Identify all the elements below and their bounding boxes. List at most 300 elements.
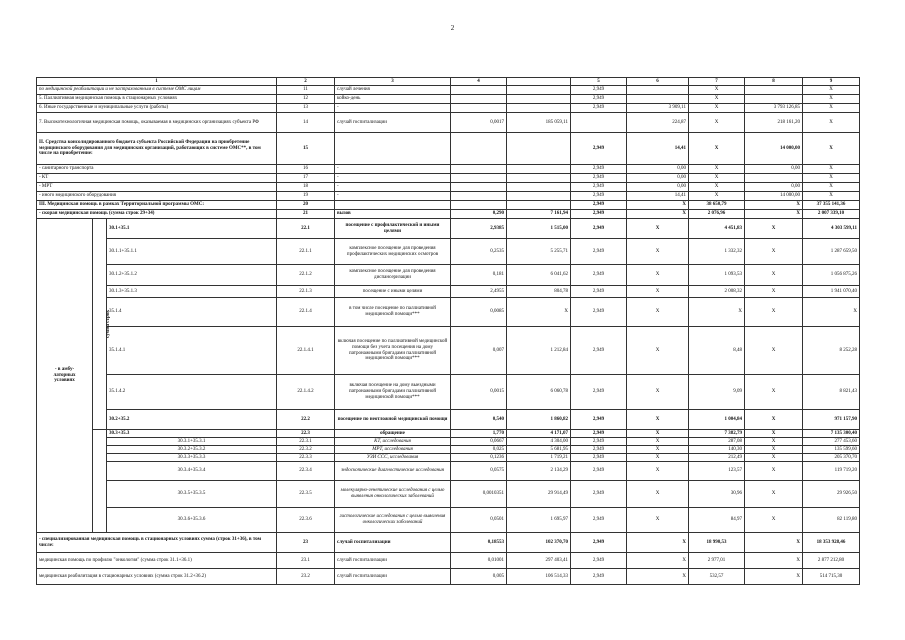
table-cell xyxy=(507,86,571,95)
table-cell xyxy=(451,95,507,104)
table-cell: X xyxy=(745,327,803,375)
table-cell: 29 914,49 xyxy=(507,481,571,508)
table-cell: 205 370,70 xyxy=(803,454,860,462)
row-code: 30.1.1+35.1.1 xyxy=(107,239,277,265)
table-cell: 0,007 xyxy=(451,327,507,375)
table-cell: 2,949 xyxy=(571,95,627,104)
table-cell: 18 353 928,46 xyxy=(803,533,860,553)
table-row xyxy=(37,375,860,410)
table-cell xyxy=(451,174,507,183)
vertical-label-text: сумма строк xyxy=(106,309,112,339)
table-cell: 22.3.3 xyxy=(277,454,335,462)
table-cell: X xyxy=(627,327,689,375)
row-code: 30.2+35.2 xyxy=(107,410,277,430)
row-label: III. Медицинская помощь в рамках Территориальной программы ОМС: xyxy=(37,201,277,210)
table-cell: 22.2 xyxy=(277,410,335,430)
column-number: 6 xyxy=(627,78,689,86)
table-cell: 2,949 xyxy=(571,375,627,410)
unit-label: эндоскопические диагностические исследования xyxy=(335,462,451,481)
row-label: II. Средства консолидированного бюджета субъекта Российской Федерации на приобретение медицинского оборудования для медицинских организаций, работающих в системе ОМС**, в том числе на приобретение: xyxy=(37,133,277,165)
unit-label: включая посещение по паллиативной медицинской помощи без учета посещения на дому патронажными бригадами паллиативной медицинской помощи*** xyxy=(335,327,451,375)
table-cell: 7 135 300,40 xyxy=(803,430,860,438)
table-cell: X xyxy=(689,104,745,113)
table-cell: 6 041,62 xyxy=(507,265,571,286)
table-cell xyxy=(507,165,571,174)
table-cell: 0,0010351 xyxy=(451,481,507,508)
table-cell: 2 007 339,10 xyxy=(803,210,860,219)
table-cell: 30,96 xyxy=(689,481,745,508)
table-cell: X xyxy=(745,533,803,553)
table-cell: 135 599,60 xyxy=(803,446,860,454)
table-cell: 9,09 xyxy=(689,375,745,410)
table-cell xyxy=(451,165,507,174)
table-cell: 22.1.2 xyxy=(277,265,335,286)
unit-label: в том числе посещение по паллиативной медицинской помощи*** xyxy=(335,298,451,327)
table-cell: 224,87 xyxy=(627,113,689,133)
unit-label: МРТ, исследования xyxy=(335,446,451,454)
table-cell: X xyxy=(745,265,803,286)
table-cell: 84,97 xyxy=(689,508,745,533)
table-cell: X xyxy=(627,481,689,508)
table-cell: 0,00 xyxy=(627,165,689,174)
table-row xyxy=(37,210,860,219)
table-cell: 1 004,84 xyxy=(689,410,745,430)
table-cell: 1 212,84 xyxy=(507,327,571,375)
table-row xyxy=(37,183,860,192)
column-number-row xyxy=(37,78,860,86)
table-cell: 1 719,21 xyxy=(507,454,571,462)
table-cell: 4 304,00 xyxy=(507,438,571,446)
row-code: 35.1.4.2 xyxy=(107,375,277,410)
row-label: - иного медицинского оборудования xyxy=(37,192,277,201)
table-cell xyxy=(745,174,803,183)
table-cell: X xyxy=(803,113,860,133)
table-cell: X xyxy=(745,375,803,410)
table-row xyxy=(37,174,860,183)
table-cell: 14 xyxy=(277,113,335,133)
table-cell: X xyxy=(745,239,803,265)
table-cell: случай госпитализации xyxy=(335,113,451,133)
table-row xyxy=(37,104,860,113)
table-cell: X xyxy=(627,298,689,327)
row-label: - специализированная медицинская помощь в стационарных условиях сумма (строк 31+36), в том числе: xyxy=(37,533,277,553)
table-cell: 22.1.1 xyxy=(277,239,335,265)
table-row xyxy=(37,533,860,553)
row-code: 35.1.4.1 xyxy=(107,327,277,375)
table-cell xyxy=(507,95,571,104)
table-cell: 22.1.4.1 xyxy=(277,327,335,375)
table-cell: 2,4955 xyxy=(451,286,507,298)
table-cell: X xyxy=(627,286,689,298)
table-cell xyxy=(451,183,507,192)
table-cell: 0,0667 xyxy=(451,438,507,446)
table-cell: 804,78 xyxy=(507,286,571,298)
table-cell: 185 059,11 xyxy=(507,113,571,133)
table-cell: - xyxy=(335,174,451,183)
table-cell: 1 860,82 xyxy=(507,410,571,430)
table-cell: X xyxy=(627,430,689,438)
table-cell: 2,949 xyxy=(571,430,627,438)
table-cell: 22.3 xyxy=(277,430,335,438)
table-cell: 0,025 xyxy=(451,446,507,454)
table-cell xyxy=(451,133,507,165)
table-row xyxy=(37,481,860,508)
table-cell: 5 255,71 xyxy=(507,239,571,265)
table-row xyxy=(37,192,860,201)
table-row xyxy=(37,298,860,327)
row-label: 7. Высокотехнологичная медицинская помощь, оказываемая в медицинских организациях субъекта РФ xyxy=(37,113,277,133)
row-label: - скорая медицинская помощь (сумма строк 29+34) xyxy=(37,210,277,219)
row-code: 35.1.4 xyxy=(107,298,277,327)
table-cell: случай госпитализации xyxy=(335,569,451,585)
table-row xyxy=(37,446,860,454)
table-cell: 218 161,20 xyxy=(745,113,803,133)
table-cell: X xyxy=(803,192,860,201)
row-code: 30.3.2+35.3.2 xyxy=(107,446,277,454)
table-cell: 2,949 xyxy=(571,286,627,298)
table-cell: 19 xyxy=(277,192,335,201)
table-cell: 1 332,32 xyxy=(689,239,745,265)
unit-label: обращение xyxy=(335,430,451,438)
table-cell: 8,48 xyxy=(689,327,745,375)
unit-label: УЗИ ССС, исследования xyxy=(335,454,451,462)
table-cell: X xyxy=(627,446,689,454)
table-cell: 23.1 xyxy=(277,553,335,569)
table-cell: 140,30 xyxy=(689,446,745,454)
table-cell: 0,0015 xyxy=(451,375,507,410)
table-cell: 287,08 xyxy=(689,438,745,446)
table-cell xyxy=(507,104,571,113)
table-cell: 971 157,90 xyxy=(803,410,860,430)
table-cell: X xyxy=(627,438,689,446)
table-row xyxy=(37,133,860,165)
table-cell: 2,949 xyxy=(571,410,627,430)
table-row xyxy=(37,508,860,533)
table-cell: X xyxy=(803,165,860,174)
table-cell: 22.3.6 xyxy=(277,508,335,533)
row-label: - КТ xyxy=(37,174,277,183)
table-cell: X xyxy=(689,113,745,133)
table-cell: X xyxy=(745,508,803,533)
table-cell: 0,00 xyxy=(745,165,803,174)
table-cell: 0,0085 xyxy=(451,298,507,327)
table-cell: X xyxy=(689,133,745,165)
row-code: 30.1.2+35.1.2 xyxy=(107,265,277,286)
table-cell: 0,00 xyxy=(745,183,803,192)
column-number xyxy=(507,78,571,86)
table-cell: - xyxy=(335,183,451,192)
table-cell: 1 093,53 xyxy=(689,265,745,286)
table-row xyxy=(37,265,860,286)
row-code: 30.1.3+35.1.3 xyxy=(107,286,277,298)
table-cell xyxy=(507,183,571,192)
table-row xyxy=(37,165,860,174)
unit-label: посещение с профилактической и иными целями xyxy=(335,219,451,239)
table-cell: 38 650,79 xyxy=(689,201,745,210)
table-cell: X xyxy=(745,438,803,446)
table-cell: 12 xyxy=(277,95,335,104)
row-code: 30.3.6+35.3.6 xyxy=(107,508,277,533)
table-cell: 2,949 xyxy=(571,210,627,219)
table-cell: 2,949 xyxy=(571,201,627,210)
table-cell: X xyxy=(745,430,803,438)
table-cell: X xyxy=(627,508,689,533)
table-row xyxy=(37,327,860,375)
unit-label: посещение с иными целями xyxy=(335,286,451,298)
table-cell: 1,770 xyxy=(451,430,507,438)
unit-label: посещение по неотложной медицинской помощи xyxy=(335,410,451,430)
table-cell: 1 695,97 xyxy=(507,508,571,533)
table-cell: 22.3.2 xyxy=(277,446,335,454)
table-cell: 2,949 xyxy=(571,327,627,375)
column-number: 5 xyxy=(571,78,627,86)
table-cell xyxy=(451,192,507,201)
table-cell: 2,949 xyxy=(571,569,627,585)
group-vertical-label xyxy=(93,219,112,430)
table-cell: 2 877 212,80 xyxy=(803,553,860,569)
column-number: 7 xyxy=(689,78,745,86)
unit-label: комплексное посещение для проведения профилактических медицинских осмотров xyxy=(335,239,451,265)
table-cell: 0,0501 xyxy=(451,508,507,533)
table-cell: 5 681,95 xyxy=(507,446,571,454)
unit-label: включая посещение на дому выездными патронажными бригадами паллиативной медицинской помощи*** xyxy=(335,375,451,410)
row-label: 5. Паллиативная медицинская помощь в стационарных условиях xyxy=(37,95,277,104)
table-cell: 82 119,80 xyxy=(803,508,860,533)
table-cell: 297 403,41 xyxy=(507,553,571,569)
table-cell: - xyxy=(335,104,451,113)
row-code: 30.1+35.1 xyxy=(107,219,277,239)
table-cell: 2 008,32 xyxy=(689,286,745,298)
table-cell: 0,0575 xyxy=(451,462,507,481)
table-cell: 23 xyxy=(277,533,335,553)
table-cell: 18 990,53 xyxy=(689,533,745,553)
table-cell: 2,949 xyxy=(571,533,627,553)
table-cell: 2,949 xyxy=(571,239,627,265)
table-cell: X xyxy=(689,183,745,192)
table-cell: X xyxy=(745,286,803,298)
table-cell: X xyxy=(803,104,860,113)
table-cell: 22.1.4.2 xyxy=(277,375,335,410)
row-code: 30.3.1+35.3.1 xyxy=(107,438,277,446)
table-row xyxy=(37,462,860,481)
column-number: 4 xyxy=(451,78,507,86)
table-cell: койко-день xyxy=(335,95,451,104)
table-cell: 0,0017 xyxy=(451,113,507,133)
table-cell xyxy=(745,86,803,95)
table-row xyxy=(37,239,860,265)
table-cell: X xyxy=(689,298,745,327)
table-cell: 2 977,01 xyxy=(689,553,745,569)
table-cell xyxy=(507,192,571,201)
table-cell: 2,949 xyxy=(571,438,627,446)
table-cell xyxy=(507,201,571,210)
table-cell: X xyxy=(745,410,803,430)
table-cell: 4 451,83 xyxy=(689,219,745,239)
table-cell: 8 821,43 xyxy=(803,375,860,410)
table-cell: X xyxy=(803,95,860,104)
table-cell: 6 060,78 xyxy=(507,375,571,410)
table-cell: 2,949 xyxy=(571,265,627,286)
table-cell: X xyxy=(627,210,689,219)
table-cell: 2,949 xyxy=(571,462,627,481)
table-cell: X xyxy=(627,239,689,265)
row-label: медицинская помощь по профилю "онкология" (сумма строк 31.1+36.1) xyxy=(37,553,277,569)
table-cell: 1 287 659,50 xyxy=(803,239,860,265)
table-cell: 15 xyxy=(277,133,335,165)
column-number: 3 xyxy=(335,78,451,86)
table-cell: X xyxy=(745,481,803,508)
table-cell: 2,949 xyxy=(571,165,627,174)
row-label: 6. Иные государственные и муниципальные услуги (работы) xyxy=(37,104,277,113)
table-cell: X xyxy=(627,553,689,569)
table-row xyxy=(37,113,860,133)
table-cell: X xyxy=(689,192,745,201)
table-cell: X xyxy=(507,298,571,327)
table-cell: 8 252,28 xyxy=(803,327,860,375)
table-cell: 14,41 xyxy=(627,133,689,165)
table-cell: 2,949 xyxy=(571,553,627,569)
table-cell: - xyxy=(335,165,451,174)
table-cell: X xyxy=(745,219,803,239)
table-cell xyxy=(507,174,571,183)
table-cell: 514 715,30 xyxy=(803,569,860,585)
table-cell: вызов xyxy=(335,210,451,219)
table-cell: - xyxy=(335,192,451,201)
table-cell: 277 453,60 xyxy=(803,438,860,446)
table-cell: 22.1.3 xyxy=(277,286,335,298)
row-code: 30.3.4+35.3.4 xyxy=(107,462,277,481)
row-label: - МРТ xyxy=(37,183,277,192)
table-cell: 0,00 xyxy=(627,183,689,192)
table-cell: 2 076,96 xyxy=(689,210,745,219)
table-cell: 2,949 xyxy=(571,183,627,192)
table-cell: X xyxy=(745,446,803,454)
table-cell: 14 000,00 xyxy=(745,192,803,201)
table-cell: X xyxy=(745,210,803,219)
table-cell: X xyxy=(627,219,689,239)
table-cell: X xyxy=(745,298,803,327)
table-cell xyxy=(507,133,571,165)
table-cell: X xyxy=(745,201,803,210)
table-cell xyxy=(451,86,507,95)
table-cell: 3 909,11 xyxy=(627,104,689,113)
table-row xyxy=(37,454,860,462)
table-cell: X xyxy=(689,165,745,174)
table-cell: 0,01001 xyxy=(451,553,507,569)
table-row xyxy=(37,219,860,239)
table-cell xyxy=(335,201,451,210)
table-cell: X xyxy=(745,462,803,481)
table-cell: 0,2535 xyxy=(451,239,507,265)
table-cell: 4 171,07 xyxy=(507,430,571,438)
table-cell: случай госпитализации xyxy=(335,553,451,569)
table-cell: X xyxy=(803,183,860,192)
table-cell: X xyxy=(803,298,860,327)
table-cell: 0,18553 xyxy=(451,533,507,553)
table-row xyxy=(37,430,860,438)
row-label: медицинская реабилитация в стационарных условиях (сумма строк 31.2+36.2) xyxy=(37,569,277,585)
group-label: - в амбу- латорных условиях xyxy=(37,219,93,533)
table-cell: 14,41 xyxy=(627,192,689,201)
table-cell: X xyxy=(627,201,689,210)
table-cell: 2,949 xyxy=(571,104,627,113)
table-cell: 2,949 xyxy=(571,454,627,462)
table-cell: 3 793 126,85 xyxy=(745,104,803,113)
table-cell: 4 303 599,11 xyxy=(803,219,860,239)
table-cell: 7 382,79 xyxy=(689,430,745,438)
table-cell: 22.3.4 xyxy=(277,462,335,481)
table-cell: 11 xyxy=(277,86,335,95)
column-number: 8 xyxy=(745,78,803,86)
column-number: 9 xyxy=(803,78,860,86)
table-cell: 1 515,00 xyxy=(507,219,571,239)
table-row xyxy=(37,95,860,104)
column-number: 1 xyxy=(37,78,277,86)
table-cell: 212,49 xyxy=(689,454,745,462)
table-row xyxy=(37,286,860,298)
table-cell: 0,1236 xyxy=(451,454,507,462)
table-cell: 37 355 141,36 xyxy=(803,201,860,210)
table-cell: 13 xyxy=(277,104,335,113)
table-cell: 2,949 xyxy=(571,446,627,454)
table-cell: X xyxy=(689,86,745,95)
table-cell: X xyxy=(803,86,860,95)
table-cell: 20 xyxy=(277,201,335,210)
table-cell: случай госпитализации xyxy=(335,533,451,553)
table-cell: 2,949 xyxy=(571,508,627,533)
table-cell: 2,949 xyxy=(571,219,627,239)
table-cell: X xyxy=(689,174,745,183)
table-row xyxy=(37,553,860,569)
table-cell: X xyxy=(627,375,689,410)
table-cell xyxy=(93,430,107,533)
table-cell: 22.1.4 xyxy=(277,298,335,327)
table-cell: 1 941 070,40 xyxy=(803,286,860,298)
table-cell xyxy=(571,113,627,133)
table-cell: X xyxy=(627,454,689,462)
table-cell: 106 514,33 xyxy=(507,569,571,585)
table-cell: 102 370,70 xyxy=(507,533,571,553)
table-cell: 119 719,20 xyxy=(803,462,860,481)
table-cell xyxy=(627,95,689,104)
table-cell: 0,005 xyxy=(451,569,507,585)
table-cell: X xyxy=(689,95,745,104)
table-cell: случай лечения xyxy=(335,86,451,95)
table-cell: 2,9385 xyxy=(451,219,507,239)
table-cell: 18 xyxy=(277,183,335,192)
table-row xyxy=(37,201,860,210)
table-cell: 0,00 xyxy=(627,174,689,183)
table-cell: X xyxy=(627,410,689,430)
table-row xyxy=(37,569,860,585)
table-cell: 23.2 xyxy=(277,569,335,585)
table-cell: 29 926,50 xyxy=(803,481,860,508)
table-cell xyxy=(335,133,451,165)
table-cell: X xyxy=(803,174,860,183)
table-cell: X xyxy=(745,569,803,585)
row-label: - санитарного транспорта xyxy=(37,165,277,174)
table-cell: 2,949 xyxy=(571,481,627,508)
table-cell: 17 xyxy=(277,174,335,183)
table-cell: X xyxy=(627,569,689,585)
table-cell: 21 xyxy=(277,210,335,219)
table-cell: 22.3.1 xyxy=(277,438,335,446)
table-cell: 532,57 xyxy=(689,569,745,585)
table-cell: 1 056 875,26 xyxy=(803,265,860,286)
table-cell: 22.1 xyxy=(277,219,335,239)
table-cell: X xyxy=(745,553,803,569)
table-cell: 0,540 xyxy=(451,410,507,430)
